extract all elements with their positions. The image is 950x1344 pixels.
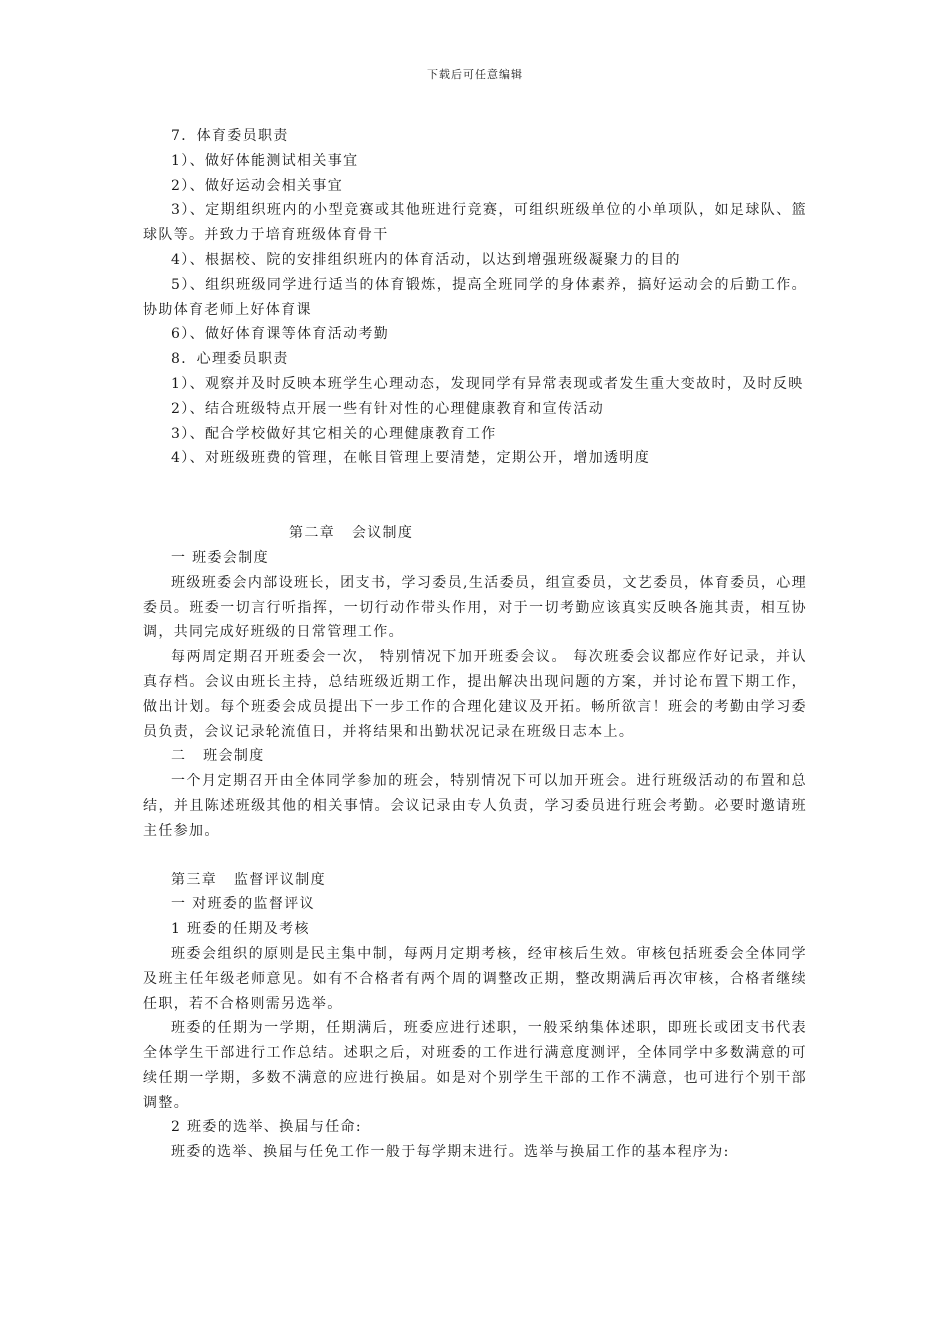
body-paragraph: 每两周定期召开班委会一次， 特别情况下加开班委会议。 每次班委会议都应作好记录，并认真存档。会议由班长主持，总结班级近期工作，提出解决出现问题的方案，并讨论布置下期工作，做出计划。每个班委会成员提出下一步工作的合理化建议及开拓。畅所欲言！班会的考勤由学习委员负责，会议记录轮流值日，并将结果和出勤状况记录在班级日志本上。 xyxy=(143,649,807,740)
chapter-number: 第三章 xyxy=(171,871,218,888)
chapter-name: 监督评议制度 xyxy=(233,871,326,888)
section-name: 班委会制度 xyxy=(192,549,269,566)
body-paragraph: 班委会组织的原则是民主集中制，每两月定期考核，经审核后生效。审核包括班委会全体同学及班主任年级老师意见。如有不合格者有两个周的调整改正期，整改期满后再次审核，合格者继续任职，若不合格则需另选举。 xyxy=(143,945,807,1012)
duty-item: 3）、定期组织班内的小型竞赛或其他班进行竞赛，可组织班级单位的小单项队，如足球队、篮球队等。并致力于培育班级体育骨干 xyxy=(143,202,807,244)
section-gap xyxy=(143,471,807,521)
page-header-note: 下载后可任意编辑 xyxy=(427,68,523,81)
duty-item: 3）、配合学校做好其它相关的心理健康教育工作 xyxy=(171,425,497,442)
item-heading: 2 班委的选举、换届与任命: xyxy=(171,1119,362,1136)
duty-item: 2）、做好运动会相关事宜 xyxy=(171,177,344,194)
body-paragraph: 班委的选举、换届与任免工作一般于每学期末进行。选举与换届工作的基本程序为: xyxy=(171,1144,730,1161)
duty-item: 1）、做好体能测试相关事宜 xyxy=(171,152,359,169)
duty-item: 4）、对班级班费的管理，在帐目管理上要清楚，定期公开，增加透明度 xyxy=(171,450,651,467)
section-number: 一 xyxy=(171,549,187,566)
duty-heading-psychology: 8．心理委员职责 xyxy=(171,351,289,368)
body-paragraph: 班级班委会内部设班长，团支书，学习委员,生活委员，组宣委员，文艺委员，体育委员，心理委员。班委一切言行听指挥，一切行动作带头作用，对于一切考勤应该真实反映各施其责，相互协调，共同完成好班级的日常管理工作。 xyxy=(143,574,807,641)
duty-item: 6）、做好体育课等体育活动考勤 xyxy=(171,326,390,343)
chapter-title xyxy=(143,868,807,893)
body-paragraph: 一个月定期召开由全体同学参加的班会，特别情况下可以加开班会。进行班级活动的布置和总结，并且陈述班级其他的相关事情。会议记录由专人负责，学习委员进行班会考勤。必要时邀请班主任参加。 xyxy=(143,773,807,839)
section-gap xyxy=(143,844,807,868)
section-heading: 一 对班委的监督评议 xyxy=(171,896,315,913)
duty-item: 1）、观察并及时反映本班学生心理动态，发现同学有异常表现或者发生重大变故时，及时反映 xyxy=(171,375,804,392)
chapter-number: 第二章 xyxy=(289,525,336,542)
section-number: 二 xyxy=(171,748,187,765)
duty-item: 4）、根据校、院的安排组织班内的体育活动，以达到增强班级凝聚力的目的 xyxy=(171,251,681,268)
item-heading: 1 班委的任期及考核 xyxy=(171,921,310,938)
chapter-title xyxy=(143,521,807,546)
duty-heading-sports: 7．体育委员职责 xyxy=(171,128,289,144)
section-heading xyxy=(143,546,807,571)
section-heading xyxy=(143,744,807,769)
body-paragraph: 班委的任期为一学期，任期满后，班委应进行述职，一般采纳集体述职，即班长或团支书代表全体学生干部进行工作总结。述职之后，对班委的工作进行满意度测评，全体同学中多数满意的可续任期一学期，多数不满意的应进行换届。如是对个别学生干部的工作不满意，也可进行个别干部调整。 xyxy=(143,1020,807,1111)
duty-item: 2）、结合班级特点开展一些有针对性的心理健康教育和宣传活动 xyxy=(171,400,605,417)
section-name: 班会制度 xyxy=(203,748,265,765)
document-body xyxy=(143,124,807,1165)
duty-item: 5）、组织班级同学进行适当的体育锻炼，提高全班同学的身体素养，搞好运动会的后勤工作。协助体育老师上好体育课 xyxy=(143,276,807,318)
chapter-name: 会议制度 xyxy=(351,525,414,542)
